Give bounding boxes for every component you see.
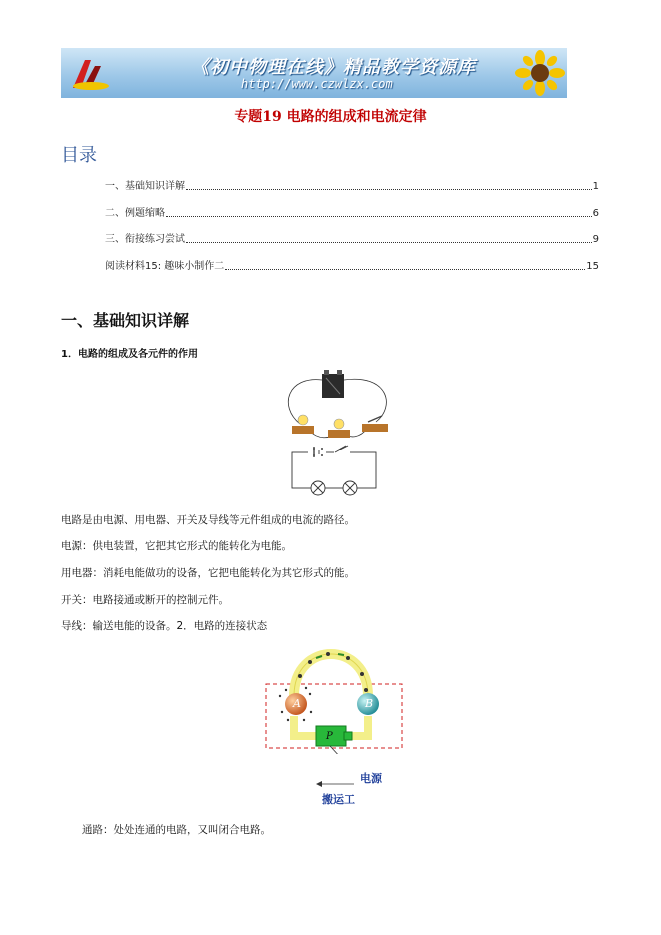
toc-entry-label: 阅读材料15: 趣味小制作二 <box>105 261 225 272</box>
pump-label: P <box>326 731 333 742</box>
porter-label: 搬运工 <box>322 793 355 806</box>
toc-entry[interactable] <box>105 177 599 192</box>
charge-flow-diagram <box>264 646 406 754</box>
paragraph: 开关：电路接通或断开的控制元件。 <box>61 594 229 606</box>
circuit-schematic <box>292 446 376 495</box>
toc-leader <box>186 241 592 243</box>
toc-entry-page: 6 <box>592 208 599 219</box>
sphere-b-label: B <box>365 697 374 710</box>
paragraph: 用电器：消耗电能做功的设备，它把电能转化为其它形式的能。 <box>61 567 355 579</box>
paragraph-closed-circuit: 通路：处处连通的电路，又叫闭合电路。 <box>82 824 271 836</box>
toc-leader <box>166 215 592 217</box>
arrow-left-icon <box>316 779 356 789</box>
toc-entry-label: 三、衔接练习尝试 <box>105 234 185 245</box>
toc-entry[interactable] <box>105 204 599 219</box>
toc-entry-page: 15 <box>586 261 599 272</box>
circuit-diagram-figure <box>278 366 398 498</box>
sphere-a-label: A <box>293 697 301 710</box>
toc-leader <box>186 188 592 190</box>
toc-entry-label: 一、基础知识详解 <box>105 181 185 192</box>
sunflower-icon <box>515 50 565 96</box>
toc-entry[interactable] <box>105 230 599 245</box>
subsection-heading: 1．电路的组成及各元件的作用 <box>61 349 198 360</box>
toc-entry-page: 1 <box>592 181 599 192</box>
power-source-label: 电源 <box>360 772 382 785</box>
paragraph: 电源：供电装置，它把其它形式的能转化为电能。 <box>61 540 292 552</box>
toc-entry[interactable] <box>105 257 599 272</box>
section-heading: 一、基础知识详解 <box>61 311 190 330</box>
toc-heading: 目录 <box>61 145 97 166</box>
banner-title: 《初中物理在线》精品教学资源库 <box>191 57 476 78</box>
toc-entry-page: 9 <box>592 234 599 245</box>
banner-url: http://www.czwlzx.com <box>241 77 393 91</box>
header-banner <box>61 48 567 98</box>
paragraph: 导线：输送电能的设备。2．电路的连接状态 <box>61 620 268 632</box>
physical-circuit-illustration <box>288 370 388 438</box>
toc-leader <box>225 268 585 270</box>
paragraph: 电路是由电源、用电器、开关及导线等元件组成的电流的路径。 <box>61 514 355 526</box>
toc-entry-label: 二、例题缩略 <box>105 208 165 219</box>
logo-icon <box>67 52 109 94</box>
document-title: 专题19 电路的组成和电流定律 <box>234 109 427 125</box>
